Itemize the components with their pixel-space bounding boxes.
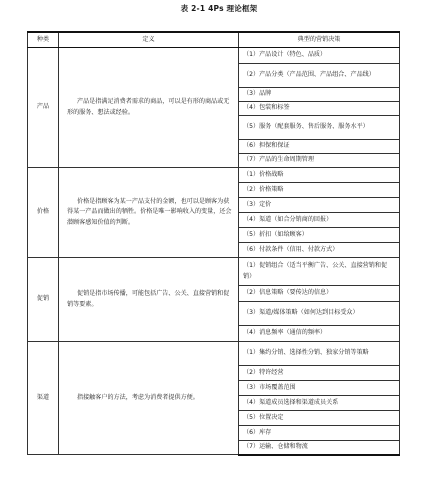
decision-item: （6）担保和保证 [239,140,400,154]
definition-cell: 指接触客户的方法，考虑为消费者提供方便。 [59,342,239,455]
decision-item: （6）付款条件（信用、付款方式） [239,243,400,258]
header-definition: 定义 [59,32,239,48]
decision-item: （3）定价 [239,198,400,213]
decision-item: （6）库存 [239,426,400,441]
decision-item: （7）产品的生命周期管理 [239,154,400,168]
header-category: 种类 [28,32,59,48]
table-row [28,168,400,183]
decision-item: （4）包装和标签 [239,102,400,116]
decision-item: （1）产品设计（特色、品质） [239,48,400,64]
decision-item: （3）品牌 [239,88,400,102]
decision-item: （1）集约分销、选择性分销、独家分销等策略 [239,342,400,366]
table-caption: 表 2-1 4Ps 理论框架 [180,4,258,13]
decision-item: （4）渠道（如合分销商的回报） [239,213,400,228]
decision-item: （5）服务（配套服务、售后服务、服务水平） [239,116,400,140]
4ps-framework-table [27,31,400,456]
decision-item: （3）市场覆盖范围 [239,381,400,396]
decision-item: （1）价格战略 [239,168,400,183]
category-cell: 渠道 [28,342,59,455]
decision-item: （4）消息频率（通信的频率） [239,326,400,342]
table-row [28,258,400,286]
decision-item: （3）渠道/媒体策略（如何达到目标受众） [239,302,400,326]
decision-item: （5）折扣（如给顾客） [239,228,400,243]
header-decisions: 典型的营销决策 [239,32,400,48]
category-cell: 产品 [28,48,59,168]
category-cell: 促销 [28,258,59,342]
table-row [28,342,400,366]
decision-item: （2）产品分类（产品范围、产品组合、产品线） [239,64,400,88]
definition-cell: 产品是指满足消费者需求的商品，可以是有形的商品或无形的服务、想法或经验。 [59,48,239,168]
definition-cell: 促销是指市场传播，可能包括广告、公关、直接营销和促销等要素。 [59,258,239,342]
category-cell: 价格 [28,168,59,258]
table-body [28,48,400,455]
decision-item: （2）信息策略（要传达的信息） [239,286,400,302]
definition-cell: 价格是指顾客为某一产品支付的金额，也可以是顾客为获得某一产品而做出的牺牲。价格是唯一影响收入的变量，还会潜顾客感知价值的判断。 [59,168,239,258]
decision-item: （2）特许经营 [239,366,400,381]
decision-item: （1）促销组合（适当平衡广告、公关、直接营销和促销） [239,258,400,286]
decision-item: （7）运输、仓储和物流 [239,441,400,455]
decision-item: （4）渠道成员选择和渠道成员关系 [239,396,400,411]
header-row [28,32,400,48]
decision-item: （2）价格策略 [239,183,400,198]
decision-item: （5）位置决定 [239,411,400,426]
table-row [28,48,400,64]
